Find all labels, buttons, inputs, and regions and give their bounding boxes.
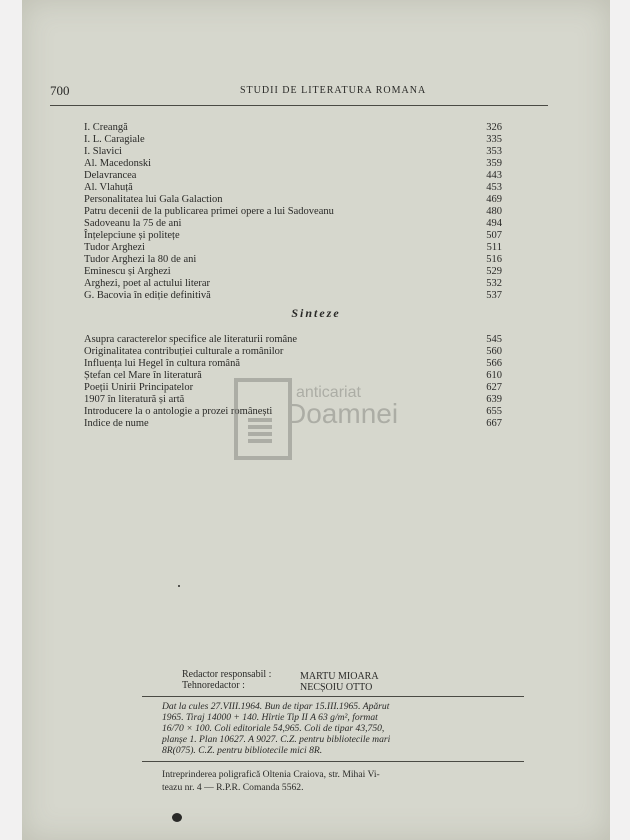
toc-entry <box>84 289 502 302</box>
book-page <box>22 0 610 840</box>
toc-entry-title: Tudor Arghezi <box>84 242 145 253</box>
toc-entry-page: 511 <box>486 242 502 253</box>
toc-entry-page: 566 <box>486 358 502 369</box>
toc-entry-title: Delavrancea <box>84 170 137 181</box>
toc-entry-title: Introducere la o antologie a prozei românești <box>84 406 273 417</box>
running-title: STUDII DE LITERATURA ROMANA <box>240 85 427 96</box>
print-detail-line: 8R(075). C.Z. pentru bibliotecile mici 8R. <box>162 745 323 756</box>
toc-entry-title: I. Creangă <box>84 122 128 133</box>
toc-entry-title: Indice de nume <box>84 418 149 429</box>
toc-entry-title: Personalitatea lui Gala Galaction <box>84 194 223 205</box>
ink-speck <box>178 585 180 587</box>
toc-entry-title: Al. Vlahuță <box>84 182 133 193</box>
watermark-brand: Doamnei <box>286 398 399 429</box>
toc-entry-page: 335 <box>486 134 502 145</box>
toc-entry-page: 353 <box>486 146 502 157</box>
toc-entry-title: Eminescu și Arghezi <box>84 266 171 277</box>
toc-entry-title: Tudor Arghezi la 80 de ani <box>84 254 197 265</box>
toc-entry-page: 610 <box>486 370 502 381</box>
toc-entry-title: Înțelepciune și politețe <box>84 230 180 241</box>
toc-entry-page: 627 <box>486 382 502 393</box>
print-detail-line: planșe 1. Plan 10627. A 9027. C.Z. pentru bibliotecile mari <box>162 734 391 745</box>
printer-line: teazu nr. 4 — R.P.R. Comanda 5562. <box>162 782 304 793</box>
tech-editor-name: NECȘOIU OTTO <box>300 682 373 693</box>
toc-entry-title: Originalitatea contribuției culturale a românilor <box>84 346 284 357</box>
toc-entry-page: 494 <box>486 218 502 229</box>
printer-line: Intreprinderea poligrafică Oltenia Craiova, str. Mihai Vi- <box>162 769 380 780</box>
toc-entry-page: 507 <box>486 230 502 241</box>
toc-entry-title: Influența lui Hegel în cultura română <box>84 358 240 369</box>
toc-entry-page: 529 <box>486 266 502 277</box>
toc-entry-page: 359 <box>486 158 502 169</box>
toc-entry-title: Poeții Unirii Principatelor <box>84 382 194 393</box>
print-detail-line: 1965. Tiraj 14000 + 140. Hîrtie Tip II A 63 g/m², format <box>162 712 378 723</box>
page-number: 700 <box>50 83 70 98</box>
toc-entry-title: G. Bacovia în ediție definitivă <box>84 290 211 301</box>
print-detail-line: 16/70 × 100. Coli editoriale 54,965. Coli de tipar 43,750, <box>162 723 385 734</box>
toc-entry-page: 655 <box>486 406 502 417</box>
toc-entry-title: I. Slavici <box>84 146 122 157</box>
toc-entry-page: 469 <box>486 194 502 205</box>
toc-entry-page: 443 <box>486 170 502 181</box>
section-heading: Sinteze <box>291 306 341 320</box>
toc-entry-page: 537 <box>486 290 502 301</box>
watermark-text: anticariat <box>296 384 361 401</box>
watermark <box>234 378 444 468</box>
book-stack-icon <box>248 418 272 444</box>
toc-entry-title: Patru decenii de la publicarea primei opere a lui Sadoveanu <box>84 206 334 217</box>
toc-entry-page: 639 <box>486 394 502 405</box>
tech-editor-label: Tehnoredactor : <box>182 680 245 691</box>
ink-speck <box>172 813 182 822</box>
page-header <box>50 81 548 106</box>
toc-entry-title: Arghezi, poet al actului literar <box>84 278 211 289</box>
toc-entry-page: 480 <box>486 206 502 217</box>
toc-entry-title: 1907 în literatură și artă <box>84 394 185 405</box>
print-detail-line: Dat la cules 27.VIII.1964. Bun de tipar 15.III.1965. Apărut <box>162 701 390 712</box>
toc-entry-page: 453 <box>486 182 502 193</box>
print-details-box <box>142 696 524 762</box>
toc-entry-title: Al. Macedonski <box>84 158 152 169</box>
toc-entry-title: I. L. Caragiale <box>84 134 145 145</box>
toc-entry-page: 516 <box>486 254 502 265</box>
toc-entry-page: 667 <box>486 418 502 429</box>
editor-label: Redactor responsabil : <box>182 669 272 680</box>
toc-entry-title: Asupra caracterelor specifice ale literaturii române <box>84 334 298 345</box>
toc-entry-page: 560 <box>486 346 502 357</box>
editor-name: MARTU MIOARA <box>300 671 379 682</box>
toc-entry-title: Ștefan cel Mare în literatură <box>84 370 202 381</box>
toc-entry-title: Sadoveanu la 75 de ani <box>84 218 182 229</box>
toc-entry-page: 326 <box>486 122 502 133</box>
toc-entry-page: 532 <box>486 278 502 289</box>
toc-entry-page: 545 <box>486 334 502 345</box>
